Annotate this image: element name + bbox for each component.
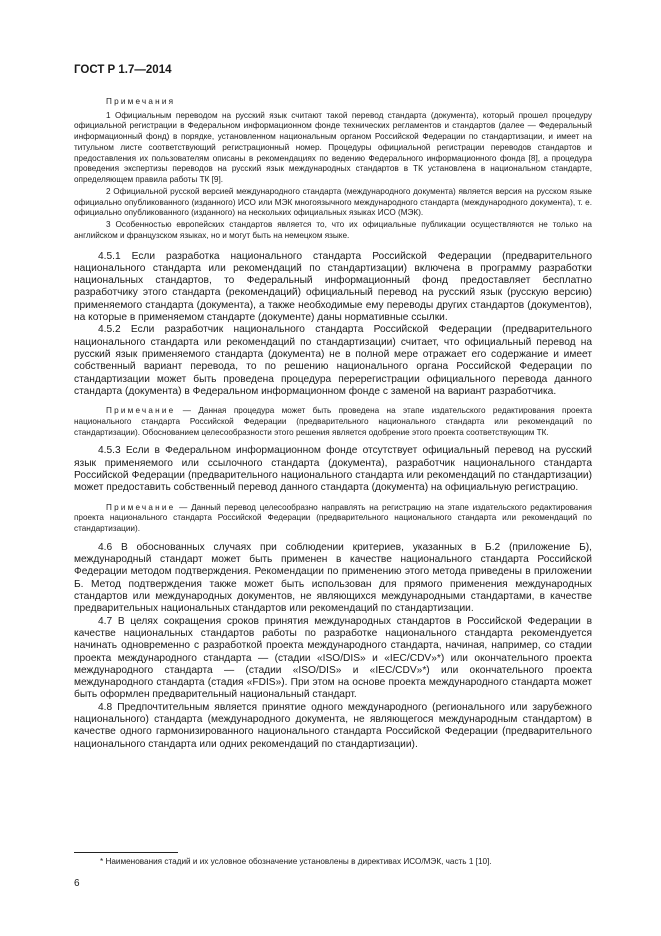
paragraph-4-5-2: 4.5.2 Если разработчик национального стандарта Российской Федерации (предварительного национального стандарта или рекомендаций по стандартизации) считает, что официальный перевод на русский язык применяемого стандарта (документа) не в полной мере отражает его содержание и имеет собственный вариант перевода, то по решению национального органа Российской Федерации по стандартизации может быть проведена процедура перерегистрации официального перевода данного стандарта (документа) в Федеральном информационном фонде с заменой на вариант разработчика. <box>74 324 592 397</box>
page-number: 6 <box>74 878 80 889</box>
paragraph-4-7: 4.7 В целях сокращения сроков принятия международных стандартов в Российской Федерации в качестве национальных стандартов работы по разработке национального стандарта рекомендуется начинать одновременно с разработкой проекта международного стандарта, начиная, например, со стадии проекта международного стандарта — (стадии «ISO/DIS» и «IEC/CDV»*) или окончательного проекта международного стандарта — (стадии «ISO/DIS» и «IEC/CDV»*) или окончательного проекта международного стандарта (стадия «FDIS»). При этом на основе проекта международного стандарта может быть оформлен предварительный национальный стандарт. <box>74 615 592 701</box>
document-body <box>74 97 592 751</box>
note-2: 2 Официальной русской версией международного стандарта (международного документа) является версия на русском языке официально опубликованного (изданного) ИСО или МЭК многоязычного международного стандарта (международного документа), т. е. официально опубликованного (изданного) на нескольких официальных языках ИСО (МЭК). <box>74 186 592 218</box>
note-4-5-3-label: Примечание <box>106 502 176 512</box>
note-4-5-3-text: — Данный перевод целесообразно направлять на регистрацию на этапе издательского редактирования проекта национального стандарта Российской Федерации (предварительного национального стандарта или рекомендаций по стандартизации). <box>74 502 592 534</box>
paragraph-4-6: 4.6 В обоснованных случаях при соблюдении критериев, указанных в Б.2 (приложение Б), международный стандарт может быть применен в качестве национального стандарта Российской Федерации методом подтверждения. Рекомендации по применению этого метода приведены в приложении Б. Метод подтверждения также может быть использован для прямого применения международных стандартов или международных документов, не являющихся международными стандартами, в качестве предварительных национальных стандартов или рекомендаций по стандартизации. <box>74 541 592 615</box>
note-4-5-3 <box>74 503 592 535</box>
note-4-5-2 <box>74 406 592 438</box>
footnote-divider <box>74 852 178 853</box>
paragraph-4-8: 4.8 Предпочтительным является принятие одного международного (регионального или зарубежного национального) стандарта (международного документа, не являющегося международным стандартом) в качестве одного гармонизированного национального стандарта Российской Федерации (предварительного национального стандарта или одних рекомендаций по стандартизации). <box>74 701 592 750</box>
document-header: ГОСТ Р 1.7—2014 <box>74 64 172 76</box>
footnote: * Наименования стадий и их условное обозначение установлены в директивах ИСО/МЭК, часть 1 [10]. <box>100 857 492 866</box>
note-4-5-2-label: Примечание <box>106 406 176 416</box>
note-3: 3 Особенностью европейских стандартов является то, что их официальные публикации осуществляются не только на английском и французском языках, но и могут быть на немецком языке. <box>74 220 592 240</box>
paragraph-4-5-3: 4.5.3 Если в Федеральном информационном фонде отсутствует официальный перевод на русский язык применяемого или ссылочного стандарта (документа), разработчик национального стандарта Российской Федерации (предварительного национального стандарта или рекомендаций по стандартизации) может предоставить собственный перевод данного стандарта (документа) на официальную регистрацию. <box>74 445 592 494</box>
note-4-5-2-text: — Данная процедура может быть проведена на этапе издательского редактирования проекта национального стандарта Российской Федерации (предварительного национального стандарта или рекомендаций по стандартизации). Обоснованием целесообразности этого решения является одобрение этого проекта соответствующим ТК. <box>74 406 592 437</box>
note-1: 1 Официальным переводом на русский язык считают такой перевод стандарта (документа), который прошел процедуру официальной регистрации в Федеральном информационном фонде технических регламентов и стандартов (далее — Федеральный информационный фонд) в порядке, установленном национальным органом Российской Федерации по стандартизации, и имеет на титульном листе соответствующий регистрационный номер. Процедуры официальной регистрации переводов стандартов и предоставления их пользователям описаны в рекомендациях по ведению Федерального информационного фонда [8], а процедура проведения экспертизы переводов на русский язык международных стандартов в ТК установлена в национальном стандарте, определяющем правила работы ТК [9]. <box>74 110 592 185</box>
notes-label: Примечания <box>106 97 176 106</box>
paragraph-4-5-1: 4.5.1 Если разработка национального стандарта Российской Федерации (предварительного национального стандарта или рекомендаций по стандартизации) включена в программу разработки национальных стандартов, то Федеральный информационный фонд предоставляет бесплатно разработчику этого стандарта (рекомендаций) официальный перевод на русский язык (русскую версию) применяемого стандарта (документа), а также необходимые ему переводы других стандартов (документов), на которые в применяемом стандарте (документе) даны нормативные ссылки. <box>74 250 592 324</box>
